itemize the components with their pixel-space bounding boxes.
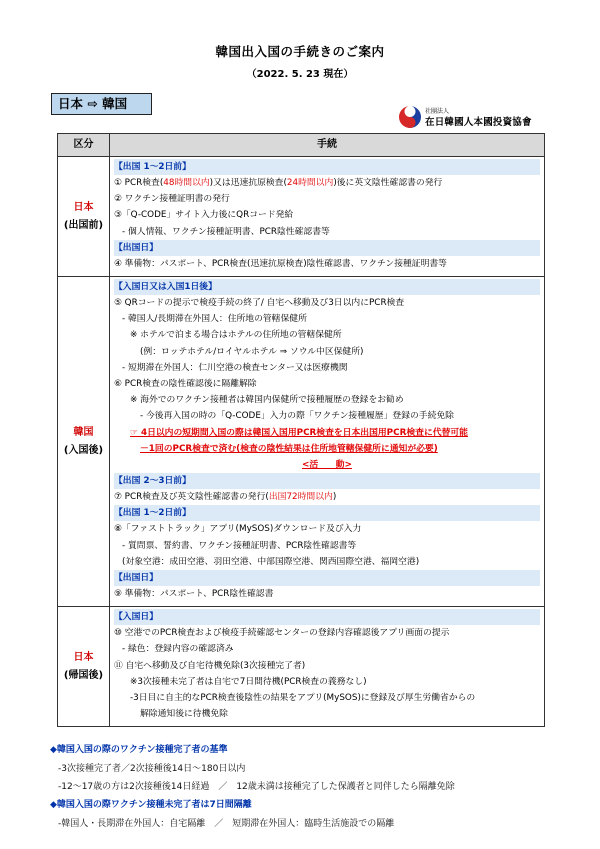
procedure-line: ④ 準備物：パスポート、PCR検査(迅速抗原検査)陰性確認書、ワクチン接種証明書等 bbox=[114, 258, 447, 269]
table-header-row bbox=[58, 134, 545, 157]
category-country: 日本 bbox=[73, 201, 94, 213]
procedure-line: 解除通知後に待機免除 bbox=[140, 709, 228, 720]
category-country: 韓国 bbox=[73, 426, 94, 438]
procedure-line: - 個人情報、ワクチン接種証明書、PCR陰性確認書等 bbox=[122, 226, 330, 237]
procedure-line: - 韓国人/長期滞在外国人：住所地の管轄保健所 bbox=[122, 314, 307, 325]
activity-divider bbox=[114, 457, 540, 473]
note-text: ‐12～17歳の方は2次接種後14日経過 ／ 12歳未満は接種完了した保護者と同伴したら隔離免除 bbox=[58, 782, 455, 792]
procedure-line: ※3次接種未完了者は自宅で7日間待機(PCR検査の義務なし) bbox=[130, 676, 367, 687]
procedure-line: ⑤ QRコードの提示で検疫手続の終了/ 自宅へ移動及び3日以内にPCR検査 bbox=[114, 298, 405, 309]
procedure-cell bbox=[110, 607, 545, 727]
procedure-line: ※ ホテルで泊まる場合はホテルの住所地の管轄保健所 bbox=[130, 330, 342, 341]
procedure-line: ⑨ 準備物：パスポート、PCR陰性確認書 bbox=[114, 589, 274, 600]
procedure-line: ⑧「ファストトラック」アプリ(MySOS)ダウンロード及び入力 bbox=[114, 524, 362, 535]
procedure-line: ⑪ 自宅へ移動及び自宅待機免除(3次接種完了者) bbox=[114, 660, 306, 671]
step-timing-heading: 【出国日】 bbox=[114, 240, 540, 256]
procedure-line: -3日目に自主的なPCR検査後陰性の結果をアプリ(MySOS)に登録及び厚生労働省からの bbox=[130, 693, 476, 704]
procedure-line: - 質問票、誓約書、ワクチン接種証明書、PCR陰性確認書等 bbox=[122, 540, 357, 551]
procedure-line: - 今後再入国の時の「Q-CODE」入力の際「ワクチン接種履歴」登録の手続免除 bbox=[140, 411, 454, 422]
step-timing-heading: 【出国 1～2日前】 bbox=[114, 505, 540, 521]
alert-note bbox=[114, 441, 540, 457]
procedure-cell bbox=[110, 157, 545, 277]
alert-text: <活 動> bbox=[302, 460, 352, 471]
section-japan-departure bbox=[58, 157, 545, 277]
taegeuk-logo-icon bbox=[397, 104, 423, 130]
alert-text: ☞ 4日以内の短期間入国の際は韓国入国用PCR検査を日本出国用PCR検査に代替可能 bbox=[130, 427, 468, 438]
column-header-category: 区分 bbox=[58, 134, 110, 157]
category-cell bbox=[58, 607, 110, 727]
section-japan-return bbox=[58, 607, 545, 727]
column-header-procedure: 手続 bbox=[110, 134, 545, 157]
procedure-line: ⑦ PCR検査及び英文陰性確認書の発行(出国72時間以内) bbox=[114, 492, 337, 503]
category-country: 日本 bbox=[73, 651, 94, 663]
procedure-line: - 短期滞在外国人：仁川空港の検査センター又は医療機関 bbox=[122, 362, 348, 373]
procedure-line: ② ワクチン接種証明書の発行 bbox=[114, 194, 230, 205]
alert-text: －1回のPCR検査で済む(検査の陰性結果は住所地管轄保健所に通知が必要) bbox=[140, 443, 438, 454]
organization-logo-block bbox=[397, 104, 557, 134]
procedure-line: ※ 海外でのワクチン接種者は韓国内保健所で接種履歴の登録をお勧め bbox=[130, 395, 404, 406]
category-cell bbox=[58, 157, 110, 277]
step-timing-heading: 【出国 1～2日前】 bbox=[114, 159, 540, 175]
category-phase: (帰国後) bbox=[63, 669, 104, 681]
step-timing-heading: 【出国 2～3日前】 bbox=[114, 473, 540, 489]
note-heading: ◆韓国入国の際ワクチン接種未完了者は7日間隔離 bbox=[50, 800, 252, 810]
direction-label: 日本 ⇨ 韓国 bbox=[51, 93, 152, 115]
procedure-table bbox=[57, 133, 545, 727]
org-name: 在日韓國人本國投資協會 bbox=[425, 117, 532, 128]
procedure-line: (例：ロッテホテル/ロイヤルホテル ⇒ ソウル中区保健所) bbox=[140, 346, 364, 357]
page-title: 韓国出入国の手続きのご案内 bbox=[215, 44, 385, 59]
procedure-line: ⑩ 空港でのPCR検査および検疫手続確認センターの登録内容確認後アプリ画面の提示 bbox=[114, 628, 450, 639]
category-phase: (入国後) bbox=[63, 444, 104, 456]
procedure-line: - 緑色：登録内容の確認済み bbox=[122, 644, 234, 655]
highlight-text: 出国72時間以内 bbox=[268, 492, 333, 503]
org-small-label: 社團法人 bbox=[425, 108, 450, 115]
procedure-line: ③「Q-CODE」サイト入力後にQRコード発給 bbox=[114, 210, 294, 221]
procedure-line: ⑥ PCR検査の陰性確認後に隔離解除 bbox=[114, 379, 257, 390]
section-korea-entry bbox=[58, 277, 545, 607]
step-timing-heading: 【入国日又は入国1日後】 bbox=[114, 279, 540, 295]
step-timing-heading: 【入国日】 bbox=[114, 609, 540, 625]
note-text: ‐3次接種完了者／2次接種後14日～180日以内 bbox=[58, 764, 246, 774]
note-text: ‐韓国人・長期滞在外国人：自宅隔離 ／ 短期滞在外国人：臨時生活施設での隔離 bbox=[58, 819, 395, 829]
category-phase: (出国前) bbox=[63, 219, 104, 231]
alert-note bbox=[114, 425, 540, 441]
procedure-cell bbox=[110, 277, 545, 607]
procedure-line: (対象空港：成田空港、羽田空港、中部国際空港、関西国際空港、福岡空港) bbox=[122, 556, 420, 567]
date-label: （2022. 5. 23 現在） bbox=[246, 69, 354, 80]
category-cell bbox=[58, 277, 110, 607]
step-timing-heading: 【出国日】 bbox=[114, 570, 540, 586]
procedure-line: ① PCR検査(48時間以内)又は迅速抗原検査(24時間以内)後に英文陰性確認書の発行 bbox=[114, 178, 443, 188]
highlight-text: 48時間以内 bbox=[163, 178, 210, 188]
highlight-text: 24時間以内 bbox=[286, 178, 334, 188]
note-heading: ◆韓国入国の際のワクチン接種完了者の基準 bbox=[50, 745, 228, 755]
